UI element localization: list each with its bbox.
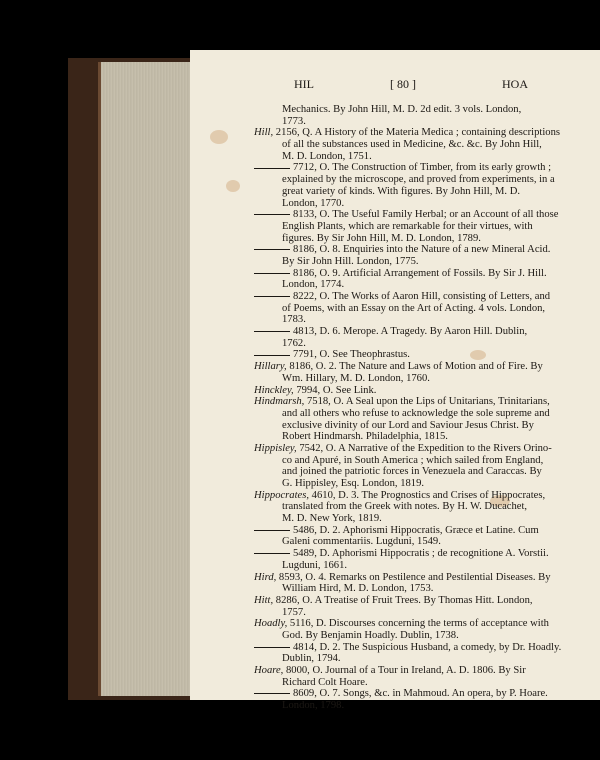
text-line <box>254 408 584 420</box>
text-line <box>254 151 584 163</box>
ditto-dash <box>254 693 290 694</box>
text-line <box>254 127 584 139</box>
text-line <box>254 104 584 116</box>
text-line <box>254 677 584 689</box>
text-line <box>254 513 584 525</box>
line-text: 8609, O. 7. Songs, &c. in Mahmoud. An opera, by P. Hoare. <box>293 688 548 700</box>
header-right-guideword: HOA <box>502 77 528 91</box>
line-text: 7542, O. A Narrative of the Expedition to the Rivers Orino- <box>296 442 552 454</box>
line-text: G. Hippisley, Esq. London, 1819. <box>282 478 425 489</box>
text-line <box>254 116 584 128</box>
line-text: Wm. Hillary, M. D. London, 1760. <box>282 372 430 384</box>
line-text: M. D. London, 1751. <box>282 150 372 162</box>
text-line <box>254 653 584 665</box>
ditto-dash <box>254 355 290 356</box>
line-text: great variety of kinds. With figures. By John Hill, M. D. <box>282 185 521 197</box>
line-text: figures. By Sir John Hill, M. D. London, 1789. <box>282 232 481 244</box>
text-line <box>254 455 584 467</box>
entry-author: Hoare, <box>254 665 284 676</box>
text-line <box>254 349 584 361</box>
line-text: 8186, O. 2. The Nature and Laws of Motion and of Fire. By <box>286 361 543 373</box>
text-line <box>254 501 584 513</box>
line-text: 2156, Q. A History of the Materia Medica ; containing descriptions <box>273 127 560 139</box>
line-text: of all the substances used in Medicine, &c. &c. By John Hill, <box>282 139 542 151</box>
line-text: 5489, D. Aphorismi Hippocratis ; de recognitione A. Vorstii. <box>293 548 549 560</box>
running-header <box>190 77 600 95</box>
text-line <box>254 560 584 572</box>
text-line <box>254 186 584 198</box>
text-line <box>254 572 584 584</box>
text-line <box>254 700 584 712</box>
line-text: 8286, O. A Treatise of Fruit Trees. By Thomas Hitt. London, <box>273 594 533 606</box>
text-line <box>254 291 584 303</box>
text-line <box>254 338 584 350</box>
entry-author: Hird, <box>254 571 277 583</box>
text-line <box>254 162 584 174</box>
line-text: 7994, O. See Link. <box>293 384 377 396</box>
catalogue-entries <box>254 104 584 712</box>
line-text: co and Apuré, in South America ; which sailed from England, <box>282 454 544 466</box>
text-line <box>254 198 584 210</box>
line-text: London, 1774. <box>282 279 345 291</box>
line-text: 5486, D. 2. Aphorismi Hippocratis, Græce et Latine. Cum <box>293 524 539 536</box>
page-edges <box>98 62 197 696</box>
ditto-dash <box>254 553 290 554</box>
line-text: 7712, O. The Construction of Timber, from its early growth ; <box>293 162 552 174</box>
line-text: of Poems, with an Essay on the Art of Acting. 4 vols. London, <box>282 302 546 314</box>
text-line <box>254 536 584 548</box>
ditto-dash <box>254 530 290 531</box>
line-text: explained by the microscope, and proved from experiments, in a <box>282 174 555 186</box>
ditto-dash <box>254 168 290 169</box>
line-text: and all others who refuse to acknowledge the sole supreme and <box>282 407 550 419</box>
line-text: 7791, O. See Theophrastus. <box>293 349 410 361</box>
text-line <box>254 268 584 280</box>
line-text: Mechanics. By John Hill, M. D. 2d edit. 3 vols. London, <box>282 104 522 115</box>
line-text: 7518, O. A Seal upon the Lips of Unitarians, Trinitarians, <box>304 396 550 408</box>
entry-author: Hindmarsh, <box>254 396 305 408</box>
line-text: 5116, D. Discourses concerning the terms of acceptance with <box>287 618 549 630</box>
entry-author: Hill, <box>254 127 274 139</box>
text-line <box>254 279 584 291</box>
text-line <box>254 443 584 455</box>
line-text: exclusive divinity of our Lord and Saviour Jesus Christ. By <box>282 419 534 431</box>
entry-author: Hoadly, <box>254 618 288 630</box>
text-line <box>254 431 584 443</box>
text-line <box>254 396 584 408</box>
line-text: 4813, D. 6. Merope. A Tragedy. By Aaron Hill. Dublin, <box>293 326 528 338</box>
ditto-dash <box>254 273 290 274</box>
line-text: English Plants, which are remarkable for their virtues, with <box>282 220 533 232</box>
line-text: 8000, O. Journal of a Tour in Ireland, A. D. 1806. By Sir <box>283 665 526 676</box>
text-line <box>254 688 584 700</box>
entry-author: Hillary, <box>254 361 287 373</box>
text-line <box>254 607 584 619</box>
foxing-stain <box>226 180 240 192</box>
text-line <box>254 490 584 502</box>
text-line <box>254 385 584 397</box>
line-text: 1773. <box>282 115 306 127</box>
text-line <box>254 630 584 642</box>
line-text: Lugduni, 1661. <box>282 559 348 571</box>
line-text: 8186, O. 9. Artificial Arrangement of Fossils. By Sir J. Hill. <box>293 267 547 279</box>
line-text: God. By Benjamin Hoadly. Dublin, 1738. <box>282 629 459 641</box>
text-line <box>254 478 584 490</box>
text-line <box>254 373 584 385</box>
text-line <box>254 256 584 268</box>
text-line <box>254 326 584 338</box>
line-text: 8593, O. 4. Remarks on Pestilence and Pestilential Diseases. By <box>276 571 551 583</box>
line-text: 8133, O. The Useful Family Herbal; or an Account of all those <box>293 209 559 221</box>
text-line <box>254 314 584 326</box>
text-line <box>254 618 584 630</box>
line-text: 4610, D. 3. The Prognostics and Crises of Hippocrates, <box>309 489 546 501</box>
text-line <box>254 466 584 478</box>
line-text: 1762. <box>282 337 306 349</box>
line-text: Galeni commentariis. Lugduni, 1549. <box>282 536 441 548</box>
text-line <box>254 361 584 373</box>
ditto-dash <box>254 214 290 215</box>
line-text: Richard Colt Hoare. <box>282 676 368 688</box>
ditto-dash <box>254 296 290 297</box>
line-text: Robert Hindmarsh. Philadelphia, 1815. <box>282 431 448 443</box>
entry-author: Hinckley, <box>254 384 294 396</box>
text-line <box>254 139 584 151</box>
line-text: By Sir John Hill. London, 1775. <box>282 255 419 267</box>
text-line <box>254 420 584 432</box>
line-text: 8222, O. The Works of Aaron Hill, consisting of Letters, and <box>293 291 551 302</box>
line-text: 4814, D. 2. The Suspicious Husband, a comedy, by Dr. Hoadly. <box>293 641 562 653</box>
line-text: William Hird, M. D. London, 1753. <box>282 583 434 595</box>
text-line <box>254 244 584 256</box>
header-left-guideword: HIL <box>294 77 314 91</box>
page-number: [ 80 ] <box>390 77 416 91</box>
text-line <box>254 303 584 315</box>
foxing-stain <box>210 130 228 144</box>
text-line <box>254 548 584 560</box>
entry-author: Hippocrates, <box>254 489 310 501</box>
book-page <box>190 50 600 712</box>
line-text: 1783. <box>282 314 306 326</box>
text-line <box>254 209 584 221</box>
text-line <box>254 221 584 233</box>
text-line <box>254 665 584 677</box>
ditto-dash <box>254 249 290 250</box>
text-line <box>254 642 584 654</box>
line-text: translated from the Greek with notes. By H. W. Ducachet, <box>282 501 528 513</box>
entry-author: Hippisley, <box>254 442 297 454</box>
text-line <box>254 525 584 537</box>
line-text: London, 1770. <box>282 197 345 209</box>
text-line <box>254 174 584 186</box>
entry-author: Hitt, <box>254 594 274 606</box>
text-line <box>254 595 584 607</box>
line-text: Dublin, 1794. <box>282 653 341 665</box>
line-text: 1757. <box>282 606 306 618</box>
line-text: London, 1798. <box>282 700 345 712</box>
line-text: 8186, O. 8. Enquiries into the Nature of a new Mineral Acid. <box>293 244 551 256</box>
text-line <box>254 583 584 595</box>
ditto-dash <box>254 331 290 332</box>
line-text: M. D. New York, 1819. <box>282 513 382 525</box>
line-text: and joined the patriotic forces in Venezuela and Caraccas. By <box>282 466 542 478</box>
ditto-dash <box>254 647 290 648</box>
text-line <box>254 233 584 245</box>
